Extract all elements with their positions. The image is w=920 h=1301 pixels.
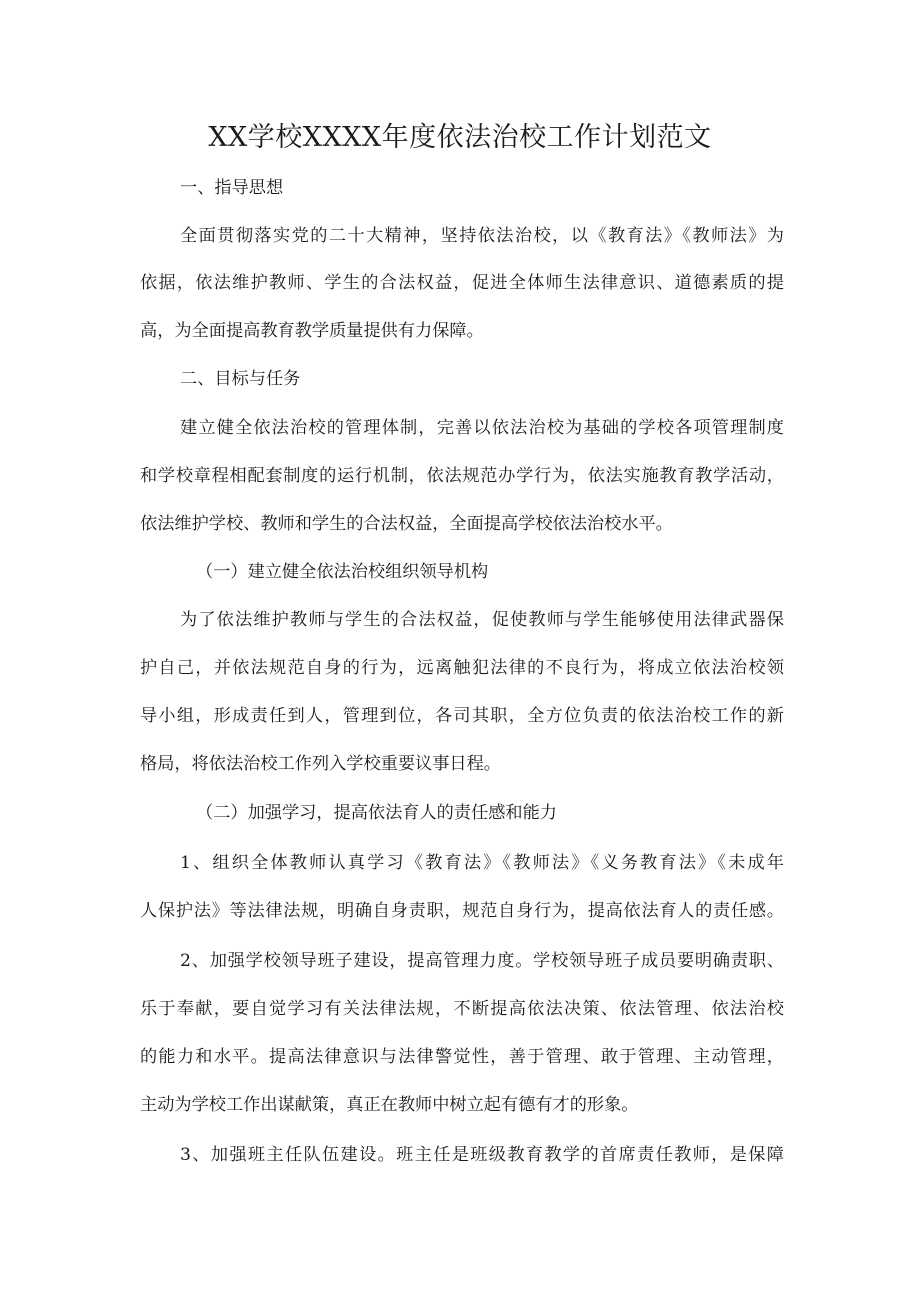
document-title: XX学校XXXX年度依法治校工作计划范文 bbox=[208, 122, 712, 153]
paragraph-line: 主动为学校工作出谋献策，真正在教师中树立起有德有才的形象。 bbox=[140, 1095, 639, 1115]
paragraph-line: 导小组，形成责任到人，管理到位，各司其职，全方位负责的依法治校工作的新 bbox=[140, 706, 784, 726]
section-heading-goals-tasks: 二、目标与任务 bbox=[180, 369, 301, 389]
paragraph-line: 乐于奉献，要自觉学习有关法律法规，不断提高依法决策、依法管理、依法治校 bbox=[140, 999, 784, 1019]
paragraph-line: 建立健全依法治校的管理体制，完善以依法治校为基础的学校各项管理制度 bbox=[180, 418, 784, 438]
paragraph-line: 和学校章程相配套制度的运行机制，依法规范办学行为，依法实施教育教学活动， bbox=[140, 466, 784, 486]
paragraph-line: 护自己，并依法规范自身的行为，远离触犯法律的不良行为，将成立依法治校领 bbox=[140, 658, 784, 678]
paragraph-line: 为了依法维护教师与学生的合法权益，促使教师与学生能够使用法律武器保 bbox=[180, 610, 784, 630]
paragraph-line: 依法维护学校、教师和学生的合法权益，全面提高学校依法治校水平。 bbox=[140, 514, 673, 534]
paragraph-line: 高，为全面提高教育教学质量提供有力保障。 bbox=[140, 321, 484, 341]
paragraph-line: 人保护法》等法律法规，明确自身责职，规范自身行为，提高依法育人的责任感。 bbox=[140, 901, 784, 921]
paragraph-line: 2、加强学校领导班子建设，提高管理力度。学校领导班子成员要明确责职、 bbox=[180, 951, 784, 971]
paragraph-line: 全面贯彻落实党的二十大精神，坚持依法治校，以《教育法》《教师法》为 bbox=[180, 226, 784, 246]
paragraph-line: 3、加强班主任队伍建设。班主任是班级教育教学的首席责任教师，是保障 bbox=[180, 1145, 784, 1165]
section-heading-guiding-ideology: 一、指导思想 bbox=[180, 178, 284, 198]
subsection-heading-study: （二）加强学习，提高依法育人的责任感和能力 bbox=[196, 803, 557, 823]
subsection-heading-leadership: （一）建立健全依法治校组织领导机构 bbox=[196, 562, 489, 582]
paragraph-line: 1、组织全体教师认真学习《教育法》《教师法》《义务教育法》《未成年 bbox=[180, 853, 784, 873]
paragraph-line: 依据，依法维护教师、学生的合法权益，促进全体师生法律意识、道德素质的提 bbox=[140, 273, 784, 293]
paragraph-line: 的能力和水平。提高法律意识与法律警觉性，善于管理、敢于管理、主动管理， bbox=[140, 1047, 784, 1067]
paragraph-line: 格局，将依法治校工作列入学校重要议事日程。 bbox=[140, 754, 501, 774]
